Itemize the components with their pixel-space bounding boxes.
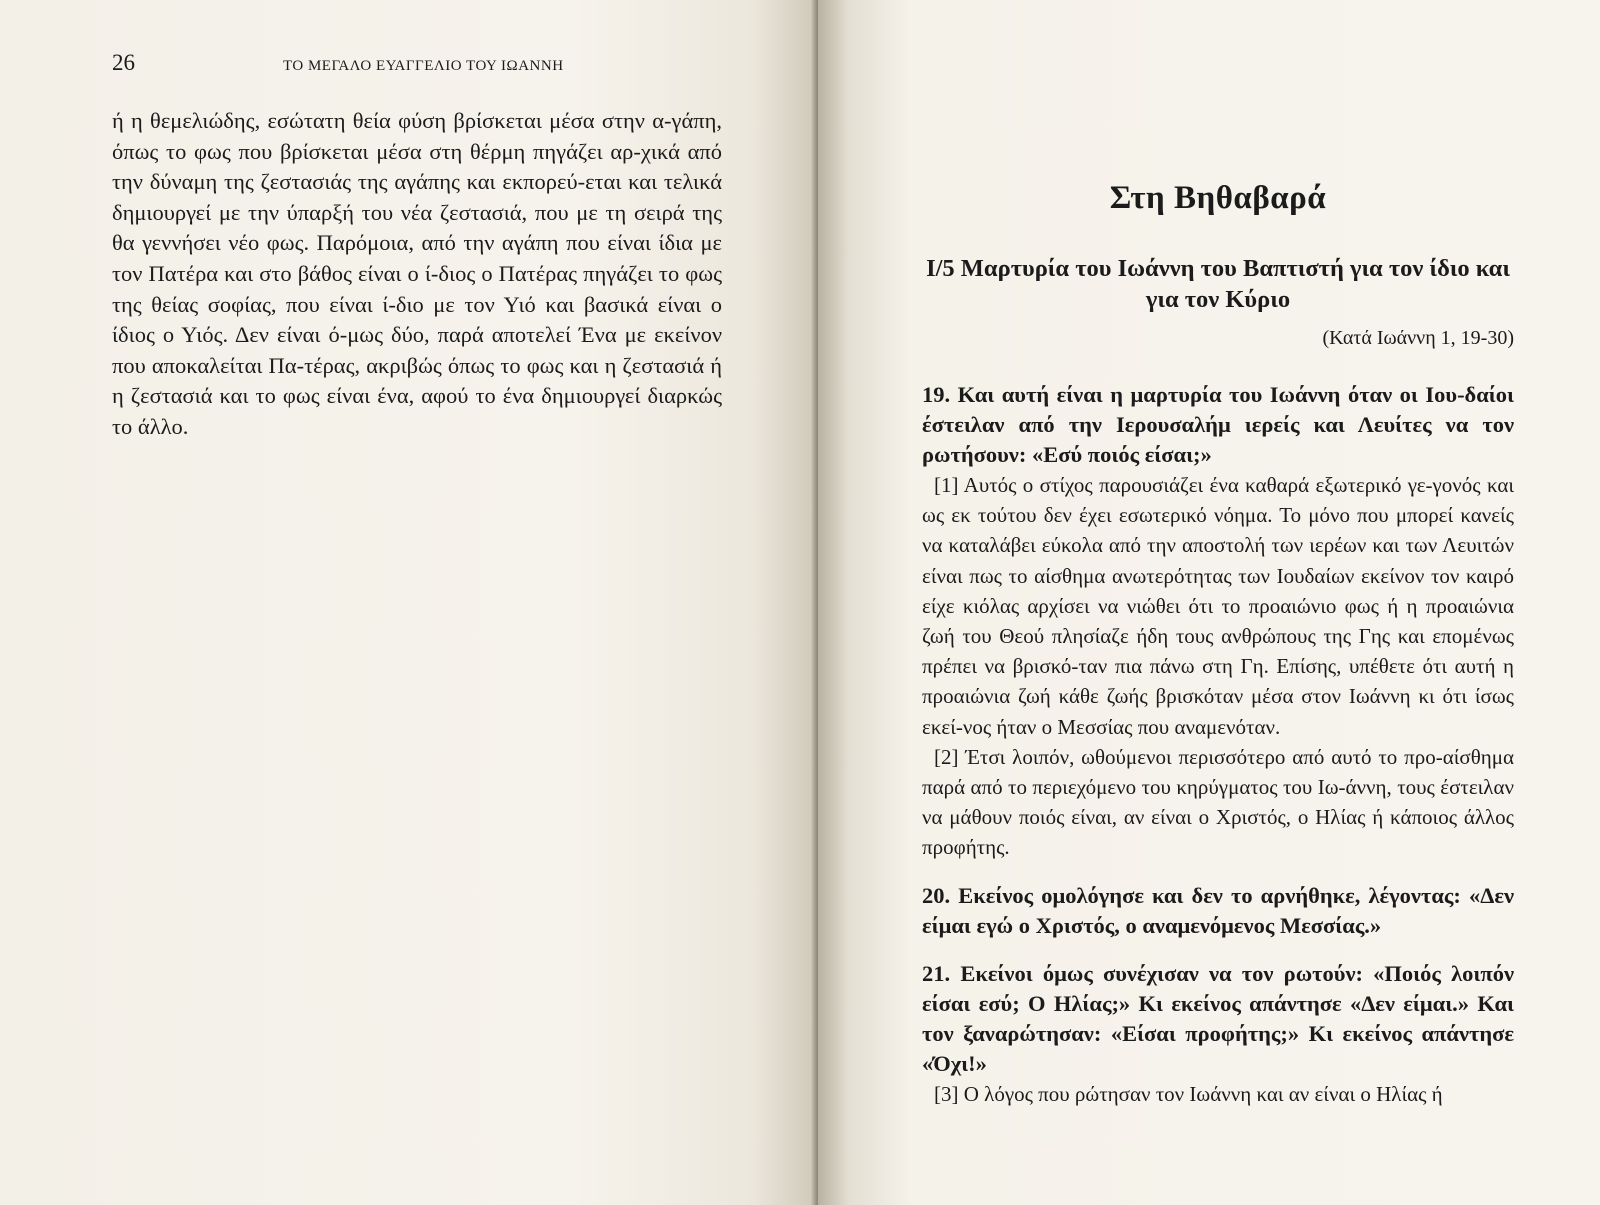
scripture-reference: (Κατά Ιωάννη 1, 19-30) — [1322, 327, 1514, 349]
verse-19: 19. Και αυτή είναι η μαρτυρία του Ιωάννη όταν οι Ιου-δαίοι έστειλαν από την Ιερουσαλήμ ιερείς και Λευίτες να τον ρωτήσουν: «Εσύ ποιός είσαι;» — [922, 382, 1514, 467]
running-head — [112, 50, 792, 76]
verse-21: 21. Εκείνοι όμως συνέχισαν να τον ρωτούν: «Ποιός λοιπόν είσαι εσύ; Ο Ηλίας;» Κι εκείνος απάντησε «Δεν είμαι.» Και τον ξαναρώτησαν: «Είσαι προφήτης;» Κι εκείνος απάντησε «Όχι!» — [922, 960, 1514, 1076]
spacer — [922, 863, 1514, 881]
left-page-body — [112, 106, 722, 443]
commentary-paragraph-3: [3] Ο λόγος που ρώτησαν τον Ιωάννη και αν είναι ο Ηλίας ή — [934, 1081, 1443, 1106]
right-page-body — [922, 180, 1514, 1109]
chapter-title: Στη Βηθαβαρά — [1109, 180, 1327, 216]
commentary-paragraph-1: [1] Αυτός ο στίχος παρουσιάζει ένα καθαρά εξωτερικό γε-γονός και ως εκ τούτου δεν έχει εσωτερικό νόημα. Το μόνο που μπορεί κανείς να καταλάβει εύκολα από την αποστολή των ιερέων και των Λευιτών είναι πως το αίσθημα ανωτερότητας των Ιουδαίων εκείνον τον καιρό είχε κιόλας αρχίσει να νιώθει ότι το προαιώνιο φως ή η προαιώνια ζωή του Θεού πλησίαζε ήδη τους ανθρώπους της Γης και επομένως πρέπει να βρισκό-ταν πια πάνω στη Γη. Επίσης, υπέθετε ότι αυτή η προαιώνια ζωή κάθε ζωής βρισκόταν μέσα στον Ιωάννη κι ότι ίσως εκεί-νος ήταν ο Μεσσίας που αναμενόταν. — [922, 473, 1514, 739]
verse-20: 20. Εκείνος ομολόγησε και δεν το αρνήθηκε, λέγοντας: «Δεν είμαι εγώ ο Χριστός, ο αναμενόμενος Μεσσίας.» — [922, 882, 1514, 938]
spacer — [922, 941, 1514, 959]
body-paragraph: ή η θεμελιώδης, εσώτατη θεία φύση βρίσκεται μέσα στην α-γάπη, όπως το φως που βρίσκεται μέσα στη θέρμη πηγάζει αρ-χικά από την δύναμη της ζεστασιάς της αγάπης και εκπορεύ-εται και τελικά δημιουργεί με την ύπαρξή του νέα ζεστασιά, που με τη σειρά της θα γεννήσει νέο φως. Παρόμοια, από την αγάπη που είναι ίδια με τον Πατέρα και στο βάθος είναι ο ί-διος ο Πατέρας πηγάζει το φως της θείας σοφίας, που είναι ί-διο με τον Υιό και βασικά είναι ο ίδιος ο Υιός. Δεν είναι ό-μως δύο, παρά αποτελεί Ένα με εκείνον που αποκαλείται Πα-τέρας, ακριβώς όπως το φως και η ζεστασιά ή η ζεστασιά και το φως είναι ένα, αφού το ένα δημιουργεί διαρκώς το άλλο. — [112, 108, 722, 439]
right-page — [818, 0, 1600, 1205]
section-heading: I/5 Μαρτυρία του Ιωάννη του Βαπτιστή για τον ίδιο και για τον Κύριο — [926, 255, 1510, 313]
page-number: 26 — [112, 50, 135, 75]
commentary-paragraph-2: [2] Έτσι λοιπόν, ωθούμενοι περισσότερο από αυτό το προ-αίσθημα παρά από το περιεχόμενο του κηρύγματος του Ιω-άννη, τους έστειλαν να μάθουν ποιός είναι, αν είναι ο Χριστός, ο Ηλίας ή κάποιος άλλος προφήτης. — [922, 744, 1514, 860]
running-title: ΤΟ ΜΕΓΑΛΟ ΕΥΑΓΓΕΛΙΟ ΤΟΥ ΙΩΑΝΝΗ — [283, 58, 564, 74]
